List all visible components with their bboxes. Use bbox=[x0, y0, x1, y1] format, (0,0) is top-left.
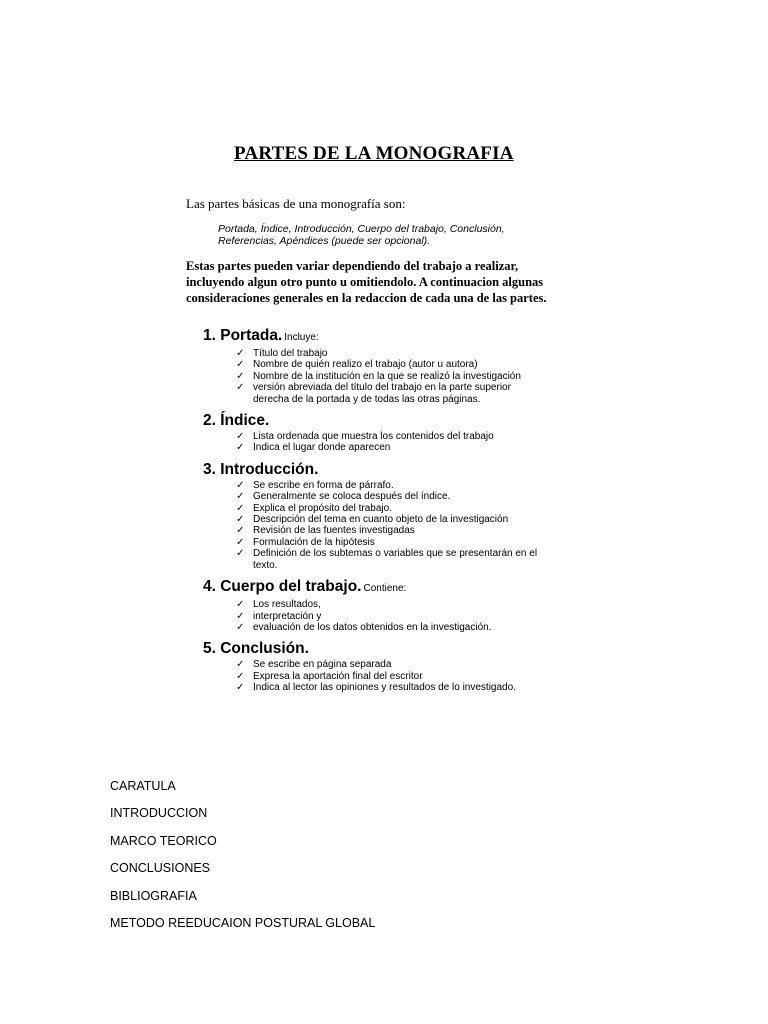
section-heading bbox=[203, 577, 583, 599]
checkmark-icon: ✓ bbox=[236, 359, 245, 371]
list-item-text: versión abreviada del título del trabajo en la parte superior bbox=[253, 382, 511, 394]
body-line-metodo: METODO REEDUCAION POSTURAL GLOBAL bbox=[110, 915, 376, 930]
list-item-text: Título del trabajo bbox=[253, 348, 328, 359]
section-heading bbox=[203, 411, 583, 431]
section-items bbox=[203, 431, 583, 454]
list-item-continuation: derecha de la portada y de todas las otras páginas. bbox=[253, 393, 481, 405]
document-title: PARTES DE LA MONOGRAFIA bbox=[234, 143, 514, 164]
section-heading bbox=[203, 326, 583, 348]
list-item-text: Indica el lugar donde aparecen bbox=[253, 442, 391, 454]
list-item bbox=[236, 348, 583, 359]
checkmark-icon: ✓ bbox=[236, 514, 245, 526]
body-line-caratula: CARATULA bbox=[110, 779, 176, 793]
list-item-text: Definición de los subtemas o variables que se presentarán en el bbox=[253, 548, 538, 560]
list-item-text: Se escribe en página separada bbox=[253, 659, 392, 671]
list-item-text: Generalmente se coloca después del índice. bbox=[253, 491, 451, 503]
checkmark-icon: ✓ bbox=[236, 348, 245, 359]
list-item bbox=[236, 537, 583, 548]
section-title: 3. Introducción. bbox=[203, 460, 319, 478]
section-title: 2. Índice. bbox=[203, 412, 270, 430]
list-item bbox=[236, 480, 583, 491]
section bbox=[203, 326, 583, 405]
parts-summary bbox=[218, 223, 505, 247]
section-title: 5. Conclusión. bbox=[203, 640, 309, 658]
checkmark-icon: ✓ bbox=[236, 610, 245, 622]
list-item bbox=[236, 671, 583, 682]
note-line: incluyendo algun otro punto u omitiendolo. A continuacion algunas bbox=[186, 275, 544, 289]
section-items bbox=[203, 659, 583, 693]
list-item bbox=[236, 359, 583, 370]
list-item bbox=[236, 659, 583, 670]
list-item-text: Expresa la aportación final del escritor bbox=[253, 670, 423, 682]
list-item-text: Lista ordenada que muestra los contenidos del trabajo bbox=[253, 431, 494, 443]
checkmark-icon: ✓ bbox=[236, 599, 245, 611]
list-item-continuation: texto. bbox=[253, 559, 278, 571]
checkmark-icon: ✓ bbox=[236, 431, 245, 443]
checkmark-icon: ✓ bbox=[236, 536, 245, 548]
note-line: Estas partes pueden variar dependiendo del trabajo a realizar, bbox=[186, 259, 519, 273]
checkmark-icon: ✓ bbox=[236, 382, 245, 394]
list-item-text: evaluación de los datos obtenidos en la investigación. bbox=[253, 621, 492, 633]
body-line-bibliografia: BIBLIOGRAFIA bbox=[110, 888, 197, 903]
list-item-text: Indica al lector las opiniones y resultados de lo investigado. bbox=[253, 682, 516, 694]
section bbox=[203, 460, 583, 571]
section-heading bbox=[203, 639, 583, 659]
intro-text: Las partes básicas de una monografía son: bbox=[186, 196, 406, 211]
list-item bbox=[236, 442, 583, 453]
section-items bbox=[203, 480, 583, 560]
checkmark-icon: ✓ bbox=[236, 491, 245, 503]
list-item-text: Nombre de la institución en la que se realizó la investigación bbox=[253, 370, 521, 382]
note-line: consideraciones generales en la redaccion de cada una de las partes. bbox=[186, 291, 547, 305]
list-item-text: interpretación y bbox=[253, 610, 322, 622]
list-item-text: Descripción del tema en cuanto objeto de la investigación bbox=[253, 514, 509, 526]
body-line-marco-teorico: MARCO TEORICO bbox=[110, 833, 217, 848]
section-title: 1. Portada. bbox=[203, 327, 283, 344]
list-item-text: Revisión de las fuentes investigadas bbox=[253, 525, 415, 537]
list-item bbox=[236, 431, 583, 442]
list-item-text: Formulación de la hipótesis bbox=[253, 536, 375, 548]
list-item bbox=[236, 382, 583, 393]
list-item-text: Los resultados, bbox=[253, 599, 321, 611]
list-item bbox=[236, 611, 583, 622]
checkmark-icon: ✓ bbox=[236, 442, 245, 454]
section bbox=[203, 411, 583, 454]
list-item bbox=[236, 682, 583, 693]
list-item bbox=[236, 371, 583, 382]
section-items bbox=[203, 348, 583, 394]
list-item bbox=[236, 525, 583, 536]
section-items bbox=[203, 599, 583, 633]
section-title: 4. Cuerpo del trabajo. bbox=[203, 578, 362, 596]
checkmark-icon: ✓ bbox=[236, 682, 245, 694]
section-subtitle: Incluye: bbox=[284, 332, 319, 343]
list-item bbox=[236, 514, 583, 525]
list-item-text: Explica el propósito del trabajo. bbox=[253, 502, 392, 514]
checkmark-icon: ✓ bbox=[236, 479, 245, 491]
parts-line: Portada, Índice, Introducción, Cuerpo del trabajo, Conclusión, bbox=[218, 223, 505, 235]
checkmark-icon: ✓ bbox=[236, 670, 245, 682]
scanned-image bbox=[170, 130, 580, 710]
list-item bbox=[236, 503, 583, 514]
list-item bbox=[236, 599, 583, 610]
checkmark-icon: ✓ bbox=[236, 659, 245, 671]
checkmark-icon: ✓ bbox=[236, 370, 245, 382]
list-item-text: Nombre de quién realizo el trabajo (autor u autora) bbox=[253, 359, 478, 371]
section-heading bbox=[203, 460, 583, 480]
list-item bbox=[236, 491, 583, 502]
checkmark-icon: ✓ bbox=[236, 502, 245, 514]
body-text-list bbox=[110, 776, 375, 940]
sections-list bbox=[203, 326, 583, 700]
checkmark-icon: ✓ bbox=[236, 621, 245, 633]
parts-line: Referencias, Apéndices (puede ser opcional). bbox=[218, 235, 431, 247]
checkmark-icon: ✓ bbox=[236, 525, 245, 537]
section bbox=[203, 639, 583, 693]
checkmark-icon: ✓ bbox=[236, 548, 245, 560]
note-paragraph bbox=[186, 258, 547, 306]
list-item bbox=[236, 622, 583, 633]
list-item-text: Se escribe en forma de párrafo. bbox=[253, 479, 394, 491]
section bbox=[203, 577, 583, 633]
body-line-conclusiones: CONCLUSIONES bbox=[110, 861, 211, 876]
section-subtitle: Contiene: bbox=[363, 583, 407, 595]
list-item bbox=[236, 548, 583, 559]
body-line-introduccion: INTRODUCCION bbox=[110, 806, 208, 821]
